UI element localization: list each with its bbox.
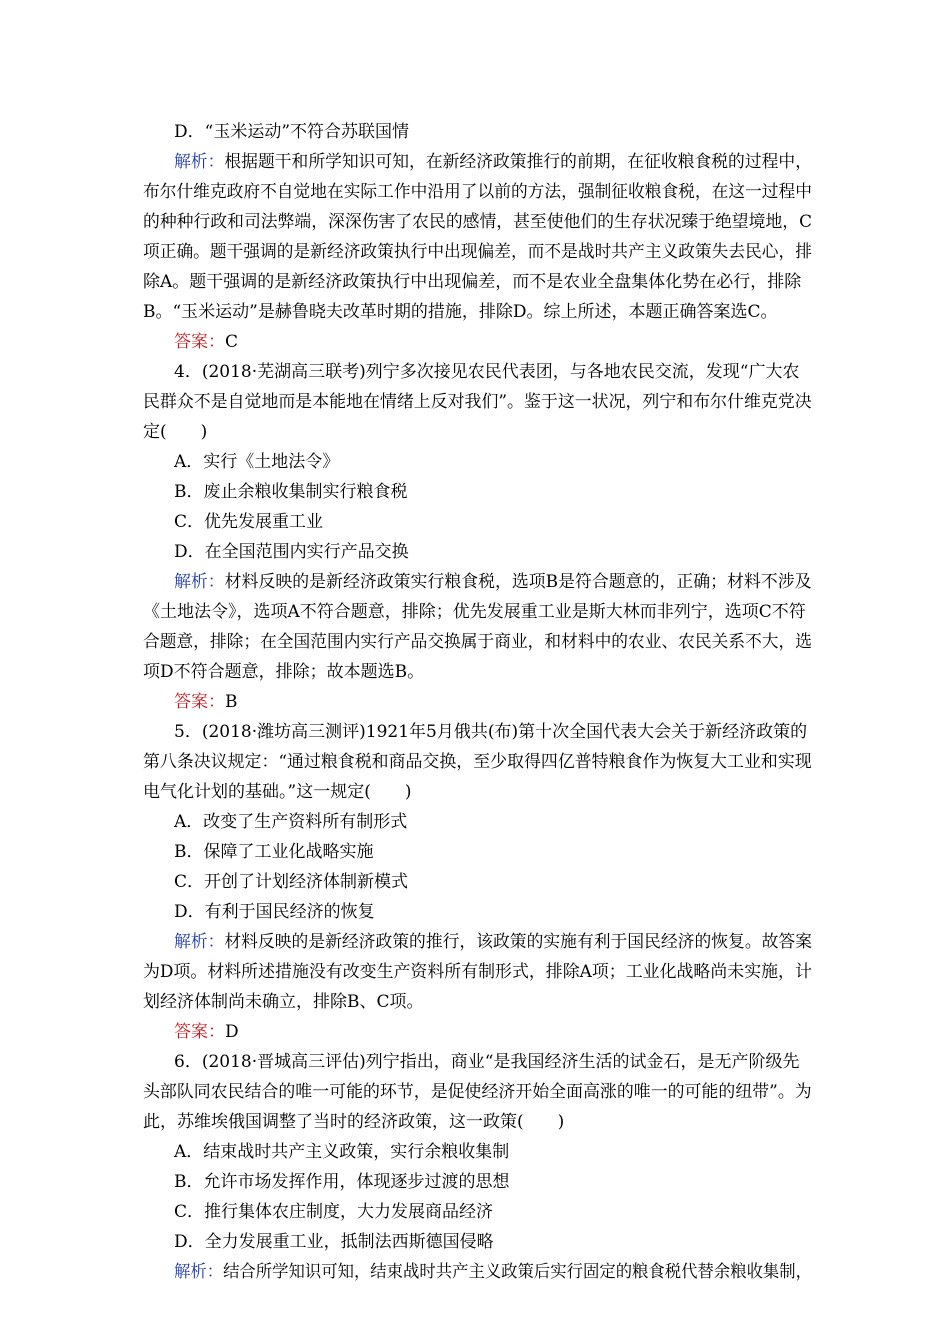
q5-analysis-line-1 [174,932,812,952]
q3-analysis-text-1: 根据题干和所学知识可知，在新经济政策推行的前期，在征收粮食税的过程中， [224,152,812,172]
q3-answer [174,332,238,352]
q6-analysis-text-1: 结合所学知识可知，结束战时共产主义政策后实行固定的粮食税代替余粮收集制， [223,1262,813,1282]
q5-option-c: C．开创了计划经济体制新模式 [174,872,409,892]
q6-stem-line-1: 6．(2018·晋城高三评估)列宁指出，商业“是我国经济生活的试金石，是无产阶级先 [174,1052,800,1072]
q4-option-b: B．废止余粮收集制实行粮食税 [174,482,408,502]
q5-option-a: A．改变了生产资料所有制形式 [174,812,408,832]
q4-analysis-line-1 [174,572,812,592]
q5-analysis-label: 解析： [174,932,225,952]
q4-option-d: D．在全国范围内实行产品交换 [174,542,409,562]
q3-analysis-line-3: 的种种行政和司法弊端，深深伤害了农民的感情，甚至使他们的生存状况臻于绝望境地，C [143,212,812,232]
q5-answer-label: 答案： [174,1022,225,1042]
q4-stem-line-2: 民群众不是自觉地而是本能地在情绪上反对我们”。鉴于这一状况，列宁和布尔什维克党决 [143,392,812,412]
q6-stem-line-2: 头部队同农民结合的唯一可能的环节，是促使经济开始全面高涨的唯一的可能的纽带”。为 [143,1082,812,1102]
q3-option-d: D．“玉米运动”不符合苏联国情 [174,122,410,142]
q6-stem-line-3: 此，苏维埃俄国调整了当时的经济政策，这一政策( ) [143,1112,565,1132]
q6-option-c: C．推行集体农庄制度，大力发展商品经济 [174,1202,494,1222]
q6-analysis-line-1 [174,1262,812,1282]
q5-stem-line-1: 5．(2018·潍坊高三测评)1921年5月俄共(布)第十次全国代表大会关于新经济政策的 [174,722,808,742]
q6-option-d: D．全力发展重工业，抵制法西斯德国侵略 [174,1232,494,1252]
q4-answer-label: 答案： [174,692,225,712]
q5-answer [174,1022,239,1042]
q3-analysis-line-2: 布尔什维克政府不自觉地在实际工作中沿用了以前的方法，强制征收粮食税，在这一过程中 [143,182,812,202]
q5-answer-value: D [225,1022,239,1042]
q4-analysis-line-2: 《土地法令》，选项A不符合题意，排除；优先发展重工业是斯大林而非列宁，选项C不符 [143,602,806,622]
q4-option-a: A．实行《土地法令》 [174,452,340,472]
q4-answer-value: B [225,692,238,712]
q3-analysis-line-6: B。“玉米运动”是赫鲁晓夫改革时期的措施，排除D。综上所述，本题正确答案选C。 [143,302,778,322]
q3-analysis-line-1 [174,152,812,172]
q4-analysis-line-4: 项D不符合题意，排除；故本题选B。 [143,662,425,682]
q5-analysis-line-3: 划经济体制尚未确立，排除B、C项。 [143,992,424,1012]
q4-analysis-label: 解析： [174,572,225,592]
q3-analysis-label: 解析： [174,152,225,172]
q4-answer [174,692,238,712]
q4-analysis-line-3: 合题意，排除；在全国范围内实行产品交换属于商业，和材料中的农业、农民关系不大，选 [143,632,812,652]
q4-option-c: C．优先发展重工业 [174,512,324,532]
q5-stem-line-2: 第八条决议规定：“通过粮食税和商品交换，至少取得四亿普特粮食作为恢复大工业和实现 [143,752,812,772]
q4-stem-line-1: 4．(2018·芜湖高三联考)列宁多次接见农民代表团，与各地农民交流，发现“广大农 [174,362,800,382]
q3-answer-label: 答案： [174,332,225,352]
q3-answer-value: C [225,332,239,352]
q6-option-b: B．允许市场发挥作用，体现逐步过渡的思想 [174,1172,510,1192]
q5-analysis-text-1: 材料反映的是新经济政策的推行，该政策的实施有利于国民经济的恢复。故答案 [224,932,812,952]
q5-stem-line-3: 电气化计划的基础。”这一规定( ) [143,782,412,802]
q3-analysis-line-5: 除A。题干强调的是新经济政策执行中出现偏差，而不是农业全盘集体化势在必行，排除 [143,272,802,292]
q5-analysis-line-2: 为D项。材料所述措施没有改变生产资料所有制形式，排除A项；工业化战略尚未实施，计 [143,962,812,982]
q5-option-b: B．保障了工业化战略实施 [174,842,374,862]
q5-option-d: D．有利于国民经济的恢复 [174,902,375,922]
q4-analysis-text-1: 材料反映的是新经济政策实行粮食税，选项B是符合题意的，正确；材料不涉及 [224,572,812,592]
q6-option-a: A．结束战时共产主义政策，实行余粮收集制 [174,1142,510,1162]
q6-analysis-label: 解析： [174,1262,224,1282]
q4-stem-line-3: 定( ) [143,422,208,442]
q3-analysis-line-4: 项正确。题干强调的是新经济政策执行中出现偏差，而不是战时共产主义政策失去民心，排 [143,242,812,262]
